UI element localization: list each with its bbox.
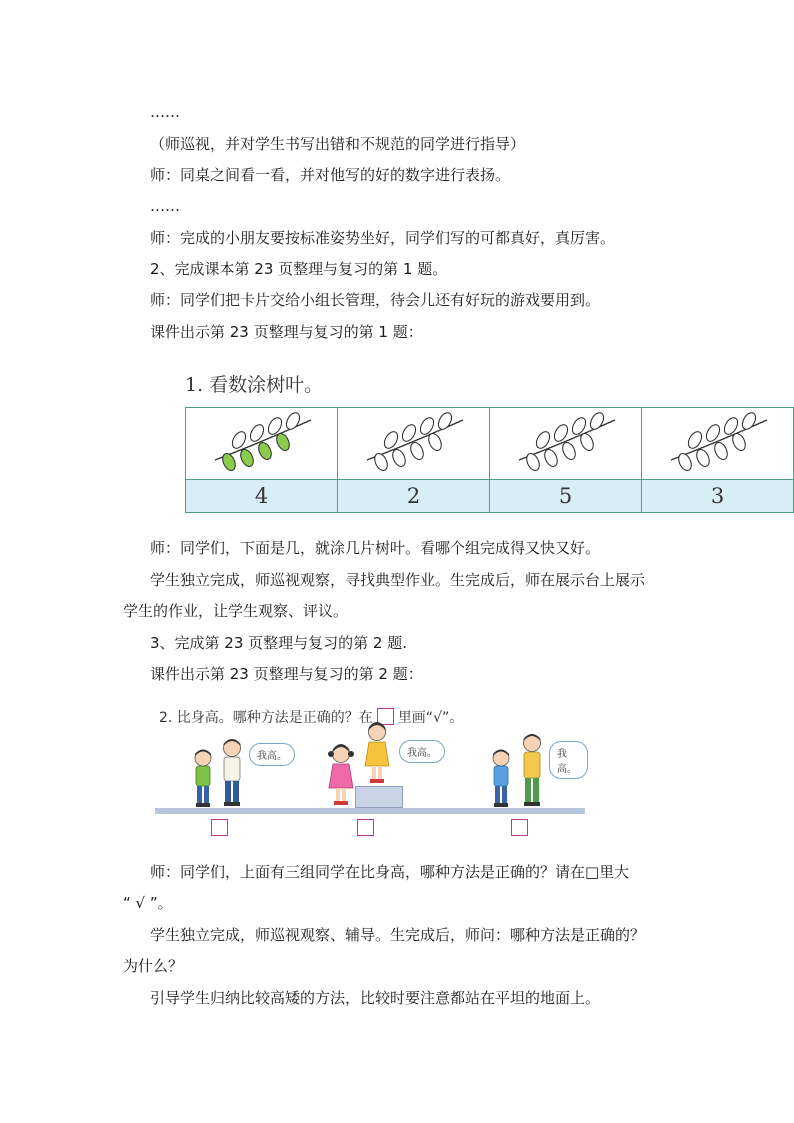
paragraph-cards: 师：同学们把卡片交给小组长管理，待会儿还有好玩的游戏要用到。 xyxy=(150,291,601,309)
exercise-1-figure xyxy=(185,362,794,514)
paragraph-courseware-2: 课件出示第 23 页整理与复习的第 2 题： xyxy=(150,665,423,683)
leaf xyxy=(524,451,542,471)
paragraph-deskmates: 师：同桌之间看一看，并对他写的好的数字进行表扬。 xyxy=(150,166,511,184)
exercise-1-title: 1. 看数涂树叶。 xyxy=(185,374,324,396)
leaf xyxy=(435,412,454,432)
leaf-branch-icon xyxy=(207,412,317,472)
leaf-branch-icon xyxy=(511,412,621,472)
paragraph-sit-properly: 师：完成的小朋友要按标准姿势坐好，同学们写的可都真好，真厉害。 xyxy=(150,229,616,247)
leaf xyxy=(408,440,426,461)
leaf-cell xyxy=(186,408,338,480)
exercise-2-title: 2. 比身高。哪种方法是正确的？在 里画“√”。 xyxy=(159,710,464,726)
answer-checkbox-2[interactable] xyxy=(357,819,374,836)
leaf xyxy=(676,451,694,471)
boy-short-icon xyxy=(489,748,513,810)
leaf-row xyxy=(186,408,794,480)
paragraph-evaluate: 学生的作业，让学生观察、评议。 xyxy=(123,602,349,620)
paragraph-why: 为什么？ xyxy=(123,957,184,975)
paragraph-independent-work: 学生独立完成，师巡视观察，寻找典型作业。生完成后，师在展示台上展示 xyxy=(150,571,646,589)
answer-checkbox-1[interactable] xyxy=(211,819,228,836)
leaf-branch-icon xyxy=(663,412,773,472)
paragraph-ellipsis-1: …… xyxy=(150,103,180,121)
speech-bubble-1: 我高。 xyxy=(249,743,295,766)
leaf xyxy=(739,412,758,432)
paragraph-checkmark: “ √ ”。 xyxy=(123,894,173,912)
leaf-cell xyxy=(642,408,794,480)
number-cell: 5 xyxy=(490,480,642,513)
paragraph-task-2: 2、完成课本第 23 页整理与复习的第 1 题。 xyxy=(150,260,448,278)
leaf xyxy=(587,412,606,432)
boy-short-icon xyxy=(191,748,215,810)
number-cell: 2 xyxy=(338,480,490,513)
girl-on-step-icon xyxy=(363,721,391,788)
leaf-table xyxy=(185,407,794,513)
number-cell: 3 xyxy=(642,480,794,513)
leaf xyxy=(256,440,274,461)
paragraph-summary: 引导学生归纳比较高矮的方法，比较时要注意都站在平坦的地面上。 xyxy=(150,989,601,1007)
speech-bubble-3: 我高。 xyxy=(549,741,588,779)
leaf xyxy=(220,451,238,471)
leaf xyxy=(542,447,560,468)
leaf xyxy=(712,440,730,461)
paragraph-teacher-asks: 学生独立完成，师巡视观察、辅导。生完成后，师问：哪种方法是正确的？ xyxy=(150,926,646,944)
girl-ground-icon xyxy=(327,743,355,810)
leaf-branch-icon xyxy=(359,412,469,472)
paragraph-ellipsis-2: …… xyxy=(150,197,180,215)
paragraph-compare-question: 师：同学们，上面有三组同学在比身高，哪种方法是正确的？请在□里大 xyxy=(150,863,630,881)
number-cell: 4 xyxy=(186,480,338,513)
boy-tall-icon xyxy=(219,738,245,810)
leaf xyxy=(238,447,256,468)
leaf xyxy=(283,412,302,432)
exercise-2-figure xyxy=(155,693,588,841)
leaf xyxy=(694,447,712,468)
paragraph-color-instructions: 师：同学们，下面是几，就涂几片树叶。看哪个组完成得又快又好。 xyxy=(150,539,601,557)
speech-bubble-2: 我高。 xyxy=(399,740,445,763)
leaf xyxy=(560,440,578,461)
number-row xyxy=(186,480,794,513)
leaf xyxy=(372,451,390,471)
paragraph-courseware-1: 课件出示第 23 页整理与复习的第 1 题： xyxy=(150,323,423,341)
paragraph-teacher-patrol: （师巡视，并对学生书写出错和不规范的同学进行指导） xyxy=(150,135,526,153)
leaf xyxy=(390,447,408,468)
leaf-cell xyxy=(490,408,642,480)
boy-tall-icon xyxy=(519,733,545,810)
leaf-cell xyxy=(338,408,490,480)
raised-step xyxy=(355,786,403,808)
paragraph-task-3: 3、完成第 23 页整理与复习的第 2 题. xyxy=(150,634,408,652)
answer-checkbox-3[interactable] xyxy=(511,819,528,836)
